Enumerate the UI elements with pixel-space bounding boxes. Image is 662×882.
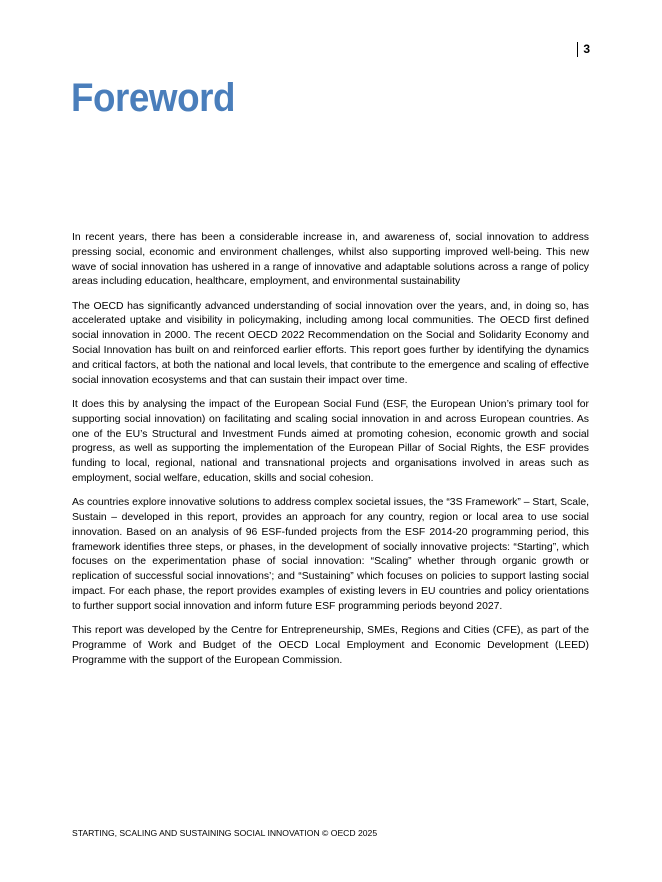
page-number: 3 bbox=[577, 42, 590, 57]
paragraph-3: It does this by analysing the impact of the European Social Fund (ESF, the European Union’s primary tool for supporting social innovation) on facilitating and scaling social innovation in and across European countries. As one of the EU’s Structural and Investment Funds aimed at promoting cohesion, economic growth and social progress, as well as supporting the implementation of the European Pillar of Social Rights, the ESF provides funding to local, regional, national and transnational projects and organisations involved in areas such as employment, social welfare, education, skills and social cohesion. bbox=[72, 398, 589, 484]
paragraph-2: The OECD has significantly advanced understanding of social innovation over the years, and, in doing so, has accelerated uptake and visibility in policymaking, including among local communities. The OECD first defined social innovation in 2000. The recent OECD 2022 Recommendation on the Social and Solidarity Economy and Social Innovation has built on and reinforced earlier efforts. This report goes further by identifying the dynamics and critical factors, at both the national and local levels, that contribute to the emergence and scaling of effective social innovation ecosystems and that can sustain their impact over time. bbox=[72, 300, 589, 386]
foreword-body bbox=[72, 231, 589, 678]
paragraph-1: In recent years, there has been a considerable increase in, and awareness of, social innovation to address pressing social, economic and environment challenges, whilst also supporting improved well-being. This new wave of social innovation has ushered in a range of innovative and adaptable solutions across a range of policy areas including education, healthcare, employment, and environmental sustainability bbox=[72, 232, 589, 288]
paragraph-5: This report was developed by the Centre for Entrepreneurship, SMEs, Regions and Cities (CFE), as part of the Programme of Work and Budget of the OECD Local Employment and Economic Development (LEED) Programme with the support of the European Commission. bbox=[72, 625, 589, 666]
page-footer: STARTING, SCALING AND SUSTAINING SOCIAL INNOVATION © OECD 2025 bbox=[72, 828, 378, 838]
page-title: Foreword bbox=[71, 76, 235, 120]
paragraph-4: As countries explore innovative solutions to address complex societal issues, the “3S Framework” – Start, Scale, Sustain – developed in this report, provides an approach for any country, region or local area to use social innovation. Based on an analysis of 96 ESF-funded projects from the ESF 2014-20 programming period, this framework identifies three steps, or phases, in the development of socially innovative projects: “Starting”, which focuses on the experimentation phase of social innovation: “Scaling” whether through organic growth or replication of successful social innovations’; and “Sustaining” which focuses on policies to support lasting social impact. For each phase, the report provides examples of existing levers in EU countries and policy orientations to further support social innovation and inform future ESF programming periods beyond 2027. bbox=[72, 497, 589, 612]
